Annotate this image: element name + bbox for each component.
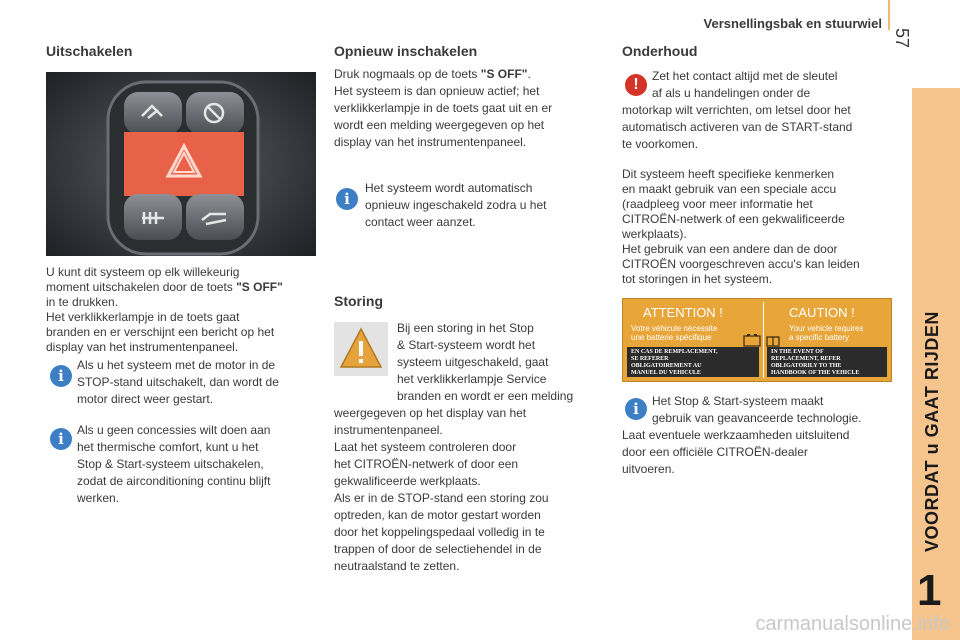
text-line: contact weer aanzet. [365, 215, 476, 229]
text-line: verklikkerlampje in de toets gaat uit en er [334, 101, 553, 115]
key-label: "S OFF" [236, 280, 283, 294]
text-line: werkplaats). [622, 227, 687, 241]
text-line: door het koppelingspedaal volledig in te [334, 525, 545, 539]
chapter-number: 1 [917, 566, 942, 615]
text-line: tot storingen in het systeem. [622, 272, 773, 286]
info-note-reactivate [365, 180, 601, 231]
text-line: zodat de airconditioning continu blijft [77, 474, 271, 488]
label-right-sub [789, 324, 889, 342]
text-line: uitvoeren. [622, 462, 675, 476]
text-line: EN CAS DE REMPLACEMENT, [631, 349, 718, 355]
text-line: Het Stop & Start-systeem maakt [652, 394, 824, 408]
text-fragment: moment uitschakelen door de toets [46, 280, 237, 294]
text-line: Zet het contact altijd met de sleutel [652, 69, 838, 83]
label-caution: CAUTION ! [789, 305, 855, 320]
heading-onderhoud: Onderhoud [622, 43, 698, 59]
info-icon: i [625, 398, 647, 420]
text-line: in te drukken. [46, 295, 119, 309]
text-line: IN THE EVENT OF [771, 349, 824, 355]
text-line: opnieuw ingeschakeld zodra u het [365, 198, 547, 212]
text-line [334, 66, 602, 83]
text-line: HANDBOOK OF THE VEHICLE [771, 370, 860, 376]
header-title: Versnellingsbak en stuurwiel [703, 16, 882, 31]
text-line: en maakt gebruik van een speciale accu [622, 182, 837, 196]
text-line: Als u het systeem met de motor in de [77, 358, 276, 372]
text-line [46, 280, 316, 295]
chapter-title: VOORDAT u GAAT RIJDEN [922, 311, 942, 552]
text-line: OBLIGATORILY TO THE [771, 363, 842, 369]
text-line: STOP-stand uitschakelt, dan wordt de [77, 375, 279, 389]
text-line: gebruik van geavanceerde technologie. [652, 411, 862, 425]
text-line: une batterie spécifique [631, 333, 712, 342]
text-line: trappen of door de selectiehendel in de [334, 542, 542, 556]
header-divider [888, 0, 890, 30]
text-line: Dit systeem heeft specifieke kenmerken [622, 167, 835, 181]
text-fragment: Druk nogmaals op de toets [334, 67, 481, 81]
text-line: te voorkomen. [622, 137, 699, 151]
watermark: carmanualsonline.info [755, 613, 950, 635]
text-line: Laat het systeem controleren door [334, 440, 517, 454]
label-attention: ATTENTION ! [643, 305, 723, 320]
opnieuw-paragraph [334, 66, 602, 151]
text-line: CITROËN-netwerk of een gekwalificeerde [622, 212, 845, 226]
uitschakelen-paragraph [46, 265, 316, 355]
text-line: door een officiële CITROËN-dealer [622, 445, 808, 459]
battery-icon [743, 333, 783, 347]
button-panel-illustration [46, 72, 316, 256]
text-line: (raadpleeg voor meer informatie het [622, 197, 813, 211]
text-line: branden en wordt er een melding [397, 389, 574, 403]
text-line: weergegeven op het display van het [334, 406, 527, 420]
battery-paragraph [622, 167, 892, 287]
heading-uitschakelen: Uitschakelen [46, 43, 133, 59]
label-left-box [627, 347, 759, 377]
text-line: het verklikkerlampje Service [397, 372, 547, 386]
text-line: Als u geen concessies wilt doen aan [77, 423, 271, 437]
text-line: Het systeem wordt automatisch [365, 181, 533, 195]
warning-full-text [622, 102, 892, 153]
text-line: neutraalstand te zetten. [334, 559, 460, 573]
heading-opnieuw-inschakelen: Opnieuw inschakelen [334, 43, 478, 59]
text-line: Votre véhicule nécessite [631, 324, 718, 333]
warning-wrap-text [652, 68, 888, 102]
info-wrap-text [652, 393, 892, 427]
info-note-1 [77, 357, 317, 408]
text-line: display van het instrumentenpaneel. [334, 135, 527, 149]
text-line: REPLACEMENT, REFER [771, 356, 841, 362]
text-line: OBLIGATOIREMENT AU [631, 363, 702, 369]
text-line: wordt een melding weergegeven op het [334, 118, 545, 132]
page-number: 57 [892, 28, 912, 49]
info-icon: i [336, 188, 358, 210]
label-left-sub [631, 324, 753, 342]
text-line: display van het instrumentenpaneel. [46, 340, 239, 354]
info-icon: i [50, 428, 72, 450]
text-line: het thermische comfort, kunt u het [77, 440, 259, 454]
text-line: Your vehicle requires [789, 324, 864, 333]
button-panel-photo [46, 72, 316, 256]
text-line: motorkap wilt verrichten, om letsel door het [622, 103, 851, 117]
text-line: branden en er verschijnt een bericht op het [46, 325, 275, 339]
text-fragment: . [527, 67, 531, 81]
key-label: "S OFF" [480, 67, 528, 81]
storing-wrap-text [397, 320, 602, 405]
text-line: Stop & Start-systeem uitschakelen, [77, 457, 264, 471]
text-line: gekwalificeerde werkplaats. [334, 474, 481, 488]
text-line: Bij een storing in het Stop [397, 321, 534, 335]
text-line: het CITROËN-netwerk of door een [334, 457, 519, 471]
info-full-text [622, 427, 892, 478]
hazard-triangle-icon [334, 322, 388, 376]
text-line: Laat eventuele werkzaamheden uitsluitend [622, 428, 850, 442]
label-right-box [767, 347, 887, 377]
text-line: werken. [77, 491, 120, 505]
text-line: U kunt dit systeem op elk willekeurig [46, 265, 240, 279]
text-line: instrumentenpaneel. [334, 423, 443, 437]
storing-full-text [334, 405, 602, 575]
text-line: SE REFERER [631, 356, 669, 362]
text-line: CITROËN voorgeschreven accu's kan leiden [622, 257, 860, 271]
text-line: motor direct weer gestart. [77, 392, 214, 406]
text-line: systeem uitgeschakeld, gaat [397, 355, 549, 369]
text-line: Als er in de STOP-stand een storing zou [334, 491, 549, 505]
warning-icon: ! [625, 74, 647, 96]
battery-warning-label [622, 298, 892, 382]
text-line: Het gebruik van een andere dan de door [622, 242, 838, 256]
text-line: a specific battery [789, 333, 850, 342]
text-line: MANUEL DU VEHICULE [631, 370, 701, 376]
text-line: optreden, kan de motor gestart worden [334, 508, 541, 522]
text-line: af als u handelingen onder de [652, 86, 811, 100]
text-line: automatisch activeren van de START-stand [622, 120, 853, 134]
text-line: Het systeem is dan opnieuw actief; het [334, 84, 540, 98]
text-line: & Start-systeem wordt het [397, 338, 536, 352]
text-line: Het verklikkerlampje in de toets gaat [46, 310, 240, 324]
info-note-2 [77, 422, 317, 507]
hazard-box [334, 322, 388, 376]
heading-storing: Storing [334, 293, 383, 309]
info-icon: i [50, 365, 72, 387]
